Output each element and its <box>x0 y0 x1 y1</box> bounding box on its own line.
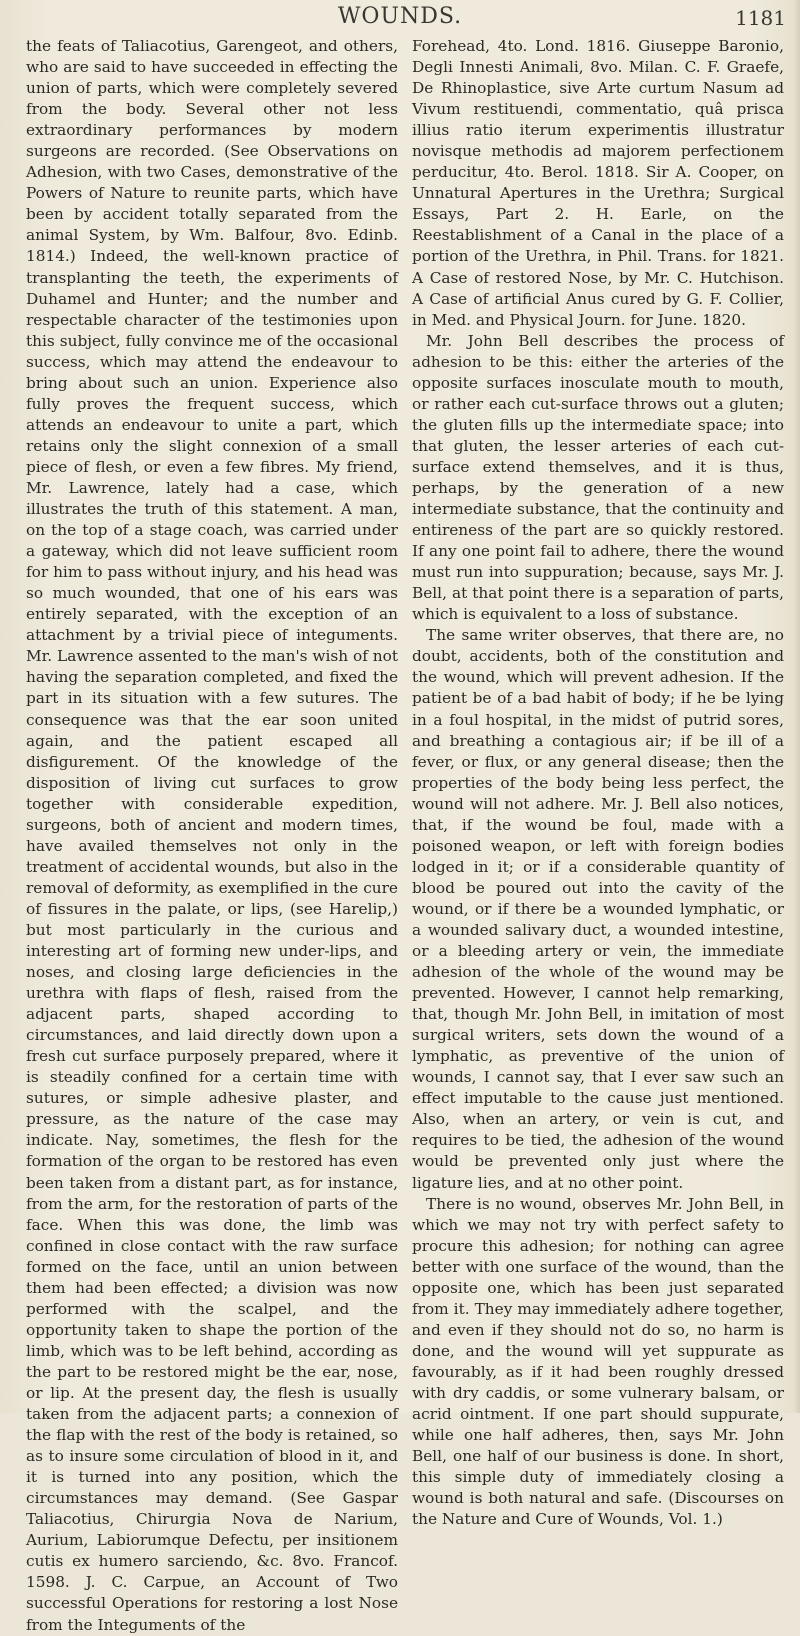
left-paragraph-1: the feats of Taliacotius, Garengeot, and others, who are said to have succeeded in effecting the union of parts, which were completely severed from the body. Several other not less extraordinary performances by modern surgeons are recorded. (See Observations on Adhesion, with two Cases, demonstrative of the Powers of Nature to reunite parts, which have been by accident totally separated from the animal System, by Wm. Balfour, 8vo. Edinb. 1814.) Indeed, the well-known practice of transplanting the teeth, the experiments of Duhamel and Hunter; and the number and respectable character of the testimonies upon this subject, fully convince me of the occasional success, which may attend the endeavour to bring about such an union. Experience also fully proves the frequent success, which attends an endeavour to unite a part, which retains only the slight connexion of a small piece of flesh, or even a few fibres. My friend, Mr. Lawrence, lately had a case, which illustrates the truth of this statement. A man, on the top of a stage coach, was carried under a gateway, which did not leave sufficient room for him to pass without injury, and his head was so much wounded, that one of his ears was entirely separated, with the exception of an attachment by a trivial piece of integuments. Mr. Lawrence assented to the man's wish of not having the separation completed, and fixed the part in its situation with a few sutures. The consequence was that the ear soon united again, and the patient escaped all disfigurement. Of the knowledge of the disposition of living cut surfaces to grow together with considerable expedition, surgeons, both of ancient and modern times, have availed themselves not only in the treatment of accidental wounds, but also in the removal of deformity, as exemplified in the cure of fissures in the palate, or lips, (see Harelip,) but most particularly in the curious and interesting art of forming new under-lips, and noses, and closing large deficiencies in the urethra with flaps of flesh, raised from the adjacent parts, shaped according to circumstances, and laid directly down upon a fresh cut surface purposely prepared, where it is steadily confined for a certain time with sutures, or simple adhesive plaster, and pressure, as the nature of the case may indicate. Nay, sometimes, the flesh for the formation of the organ to be restored has even been taken from a distant part, as for instance, from the arm, for the restoration of parts of the face. When this was done, the limb was confined in close contact with the raw surface formed on the face, until an union between them had been effected; a division was now performed with the scalpel, and the opportunity taken to shape the portion of the limb, which was to be left behind, according as the part to be restored might be the ear, nose, or lip. At the present day, the flesh is usually taken from the adjacent parts; a connexion of the flap with the rest of the body is retained, so as to insure some circulation of blood in it, and it is turned into any position, which the circumstances may demand. (See Gaspar Taliacotius, Chirurgia Nova de Narium, Aurium, Labiorumque Defectu, per insitionem cutis ex humero sarciendo, &c. 8vo. Francof. 1598. J. C. Carpue, an Account of Two successful Operations for restoring a lost Nose from the Integuments of the <box>26 37 398 1634</box>
running-head: WOUNDS. <box>337 4 463 29</box>
right-paragraph-prevention: The same writer observes, that there are, no doubt, accidents, both of the constitution and the wound, which will prevent adhesion. If the patient be of a bad habit of body; if he be lying in a foul hospital, in the midst of putrid sores, and breathing a contagious air; if be ill of a fever, or flux, or any general disease; then the properties of the body being less perfect, the wound will not adhere. Mr. J. Bell also notices, that, if the wound be foul, made with a poisoned weapon, or left with foreign bodies lodged in it; or if a considerable quantity of blood be poured out into the cavity of the wound, or if there be a wounded lymphatic, or a wounded salivary duct, a wounded intestine, or a bleeding artery or vein, the immediate adhesion of the whole of the wound may be prevented. However, I cannot help remarking, that, though Mr. John Bell, in imitation of most surgical writers, sets down the wound of a lymphatic, as preventive of the union of wounds, I cannot say, that I ever saw such an effect imputable to the cause just mentioned. Also, when an artery, or vein is cut, and requires to be tied, the adhesion of the wound would be prevented only just where the ligature lies, and at no other point. <box>412 626 784 1192</box>
page-number: 1181 <box>735 6 786 30</box>
page-edge-shadow <box>794 0 800 1413</box>
right-column <box>412 36 784 1530</box>
right-paragraph-references: Forehead, 4to. Lond. 1816. Giuseppe Baronio, Degli Innesti Animali, 8vo. Milan. C. F. Graefe, De Rhinoplastice, sive Arte curtum Nasum ad Vivum restituendi, commentatio, quâ prisca illius ratio iterum experimentis illustratur novisque methodis ad majorem perfectionem perducitur, 4to. Berol. 1818. Sir A. Cooper, on Unnatural Apertures in the Urethra; Surgical Essays, Part 2. H. Earle, on the Reestablishment of a Canal in the place of a portion of the Urethra, in Phil. Trans. for 1821. A Case of restored Nose, by Mr. C. Hutchison. A Case of artificial Anus cured by G. F. Collier, in Med. and Physical Journ. for June. 1820. <box>412 37 784 329</box>
page-header <box>0 4 800 38</box>
right-paragraph-adhesion-process: Mr. John Bell describes the process of adhesion to be this: either the arteries of the opposite surfaces inosculate mouth to mouth, or rather each cut-surface throws out a gluten; the gluten fills up the intermediate space; into that gluten, the lesser arteries of each cut-surface extend themselves, and it is thus, perhaps, by the generation of a new intermediate substance, that the continuity and entireness of the part are so quickly restored. If any one point fail to adhere, there the wound must run into suppuration; because, says Mr. J. Bell, at that point there is a separation of parts, which is equivalent to a loss of substance. <box>412 331 784 624</box>
right-paragraph-immediate-closure: There is no wound, observes Mr. John Bell, in which we may not try with perfect safety to procure this adhesion; for nothing can agree better with one surface of the wound, than the opposite one, which has been just separated from it. They may immediately adhere together, and even if they should not do so, no harm is done, and the wound will yet suppurate as favourably, as if it had been roughly dressed with dry caddis, or some vulnerary balsam, or acrid ointment. If one part should suppurate, while one half adheres, then, says Mr. John Bell, one half of our business is done. In short, this simple duty of immediately closing a wound is both natural and safe. (Discourses on the Nature and Cure of Wounds, Vol. 1.) <box>412 1194 784 1529</box>
left-column <box>26 36 398 1636</box>
